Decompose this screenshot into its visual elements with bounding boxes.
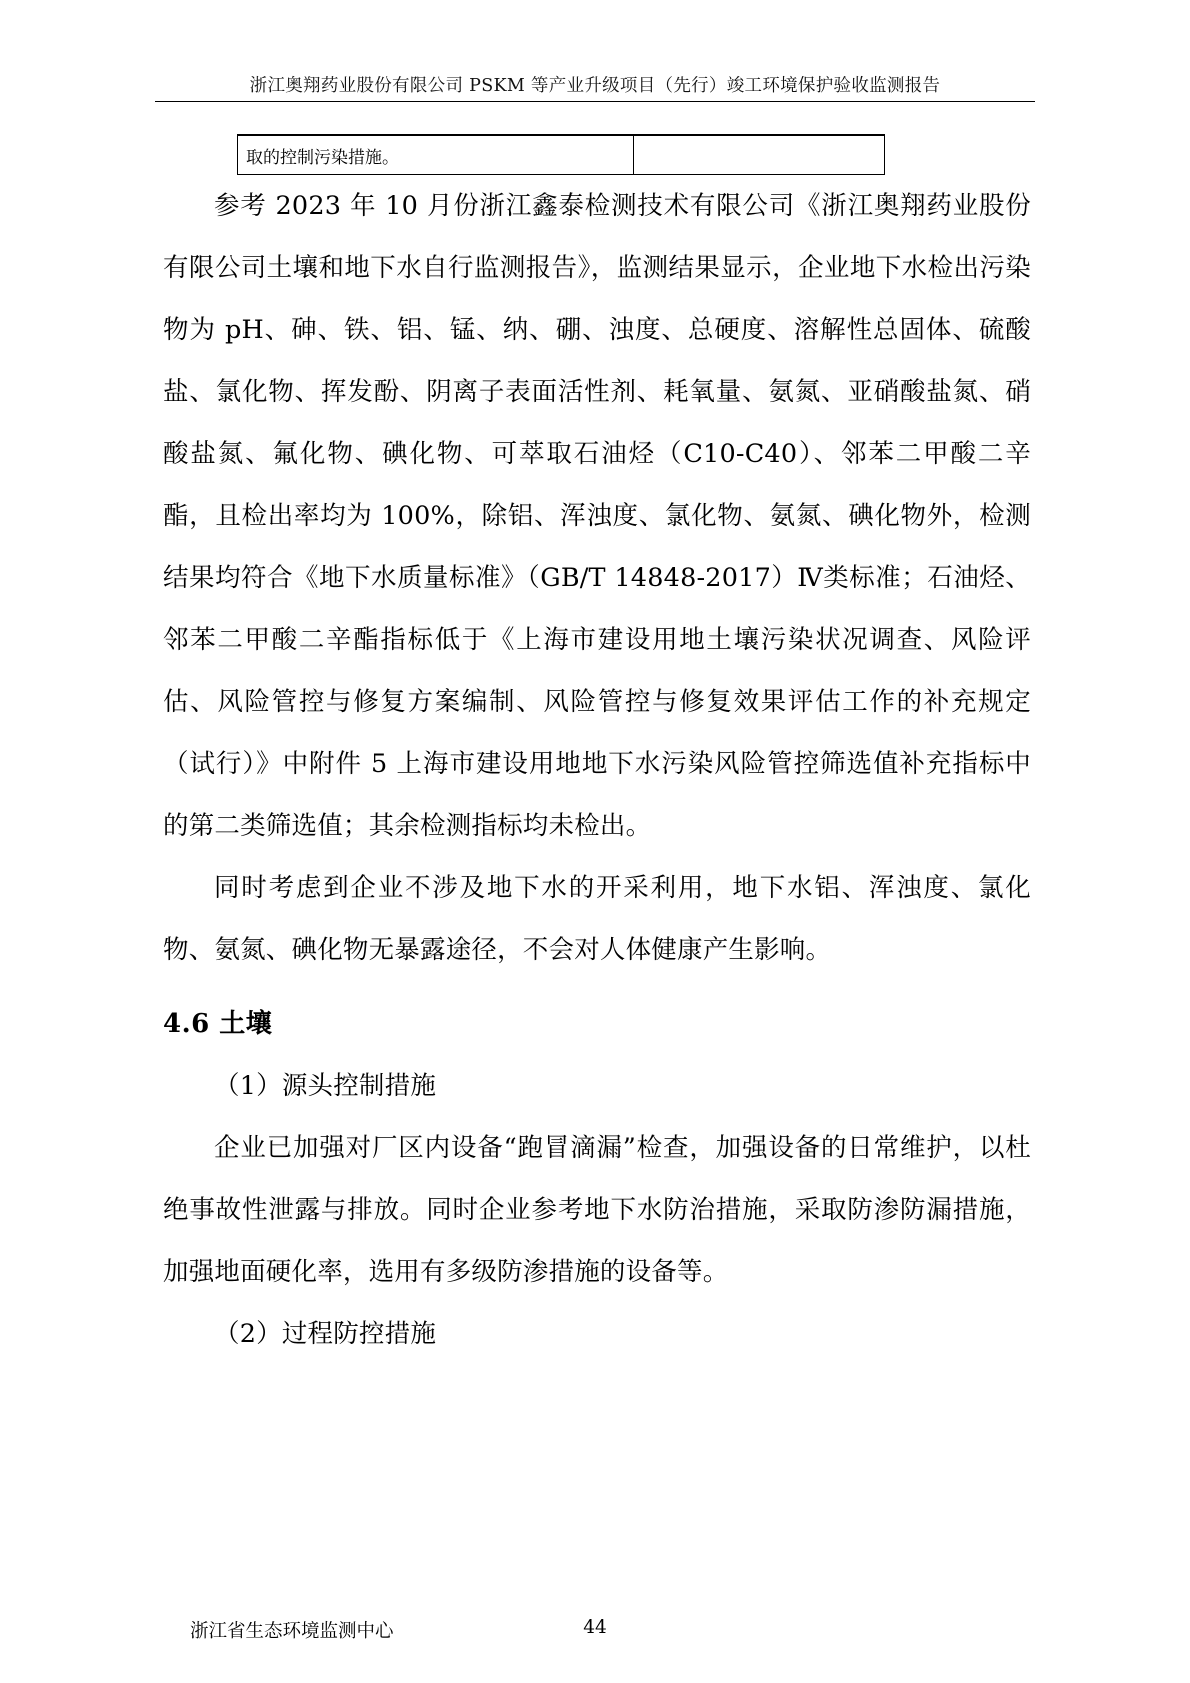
paragraph-groundwater-monitoring: 参考 2023 年 10 月份浙江鑫泰检测技术有限公司《浙江奥翔药业股份有限公司土壤和地下水自行监测报告》，监测结果显示，企业地下水检出污染物为 pH、砷、铁、铝、锰、纳、硼、浊度、总硬度、溶解性总固体、硫酸盐、氯化物、挥发酚、阴离子表面活性剂、耗氧量、氨氮、亚硝酸盐氮、硝酸盐氮、氟化物、碘化物、可萃取石油烃（C10-C40）、邻苯二甲酸二辛酯，且检出率均为 100%，除铝、浑浊度、氯化物、氨氮、碘化物外，检测结果均符合《地下水质量标准》（GB/T 14848-2017）Ⅳ类标准；石油烃、邻苯二甲酸二辛酯指标低于《上海市建设用地土壤污染状况调查、风险评估、风险管控与修复方案编制、风险管控与修复效果评估工作的补充规定（试行）》中附件 5 上海市建设用地地下水污染风险管控筛选值补充指标中的第二类筛选值；其余检测指标均未检出。 bbox=[163, 191, 1031, 841]
subheading-process-control: （2）过程防控措施 bbox=[214, 1319, 437, 1349]
running-header: 浙江奥翔药业股份有限公司 PSKM 等产业升级项目（先行）竣工环境保护验收监测报告 bbox=[249, 76, 941, 96]
continued-table bbox=[237, 134, 885, 175]
table-cell-empty bbox=[634, 135, 885, 175]
table-fragment bbox=[237, 134, 885, 175]
table-row bbox=[238, 135, 885, 175]
paragraph-exposure-conclusion: 同时考虑到企业不涉及地下水的开采利用，地下水铝、浑浊度、氯化物、氨氮、碘化物无暴露途径，不会对人体健康产生影响。 bbox=[163, 873, 1031, 965]
footer-page-number: 44 bbox=[583, 1617, 607, 1638]
paragraph-source-control-detail: 企业已加强对厂区内设备“跑冒滴漏”检查，加强设备的日常维护，以杜绝事故性泄露与排放。同时企业参考地下水防治措施，采取防渗防漏措施，加强地面硬化率，选用有多级防渗措施的设备等。 bbox=[163, 1133, 1031, 1287]
table-cell-text: 取的控制污染措施。 bbox=[238, 135, 634, 175]
footer-organization: 浙江省生态环境监测中心 bbox=[190, 1621, 394, 1642]
subheading-source-control: （1）源头控制措施 bbox=[214, 1071, 437, 1101]
page-footer bbox=[0, 1593, 1190, 1683]
section-heading-soil: 4.6 土壤 bbox=[163, 1009, 273, 1039]
header-divider bbox=[155, 101, 1035, 102]
document-body bbox=[163, 175, 1031, 1365]
